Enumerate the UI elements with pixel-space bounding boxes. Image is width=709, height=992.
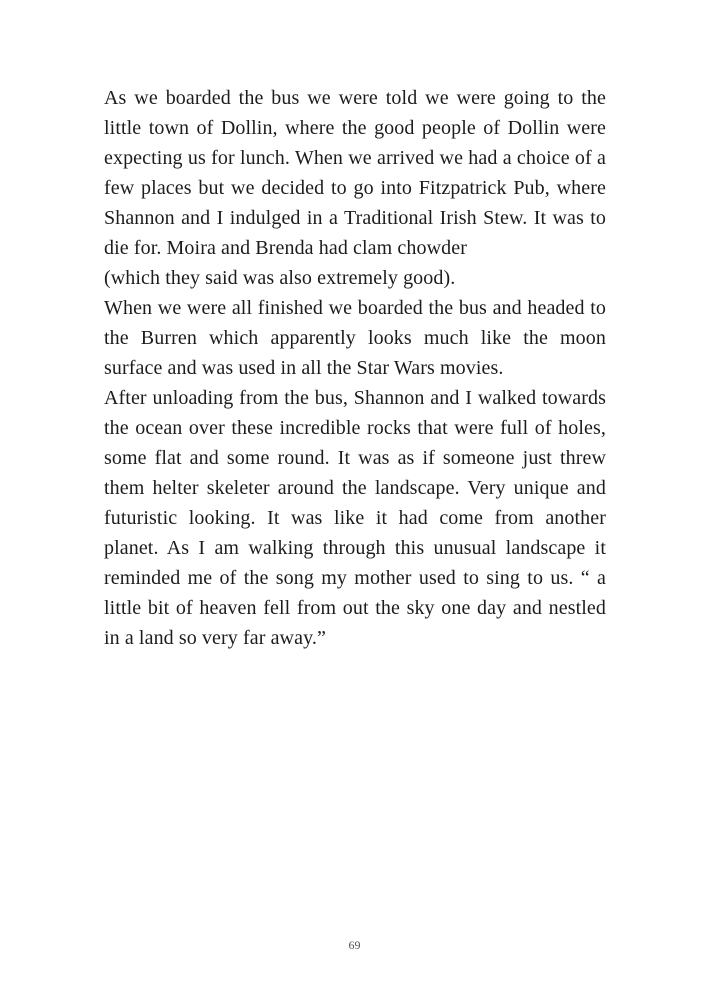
paragraph-2: (which they said was also extremely good). (104, 267, 456, 289)
paragraph-1: As we boarded the bus we were told we were going to the little town of Dollin, where the good people of Dollin were expecting us for lunch. When we arrived we had a choice of a few places but we decided to go into Fitzpatrick Pub, where Shannon and I indulged in a Traditional Irish Stew. It was to die for. Moira and Brenda had clam chowder (104, 87, 606, 259)
body-text (104, 83, 606, 653)
page-number: 69 (348, 938, 361, 952)
paragraph-3: When we were all finished we boarded the bus and headed to the Burren which apparently looks much like the moon surface and was used in all the Star Wars movies. (104, 297, 606, 379)
paragraph-4: After unloading from the bus, Shannon and I walked towards the ocean over these incredible rocks that were full of holes, some flat and some round. It was as if someone just threw them helter skeleter around the landscape. Very unique and futuristic looking. It was like it had come from another planet. As I am walking through this unusual landscape it reminded me of the song my mother used to sing to us. “ a little bit of heaven fell from out the sky one day and nestled in a land so very far away.” (104, 387, 606, 649)
